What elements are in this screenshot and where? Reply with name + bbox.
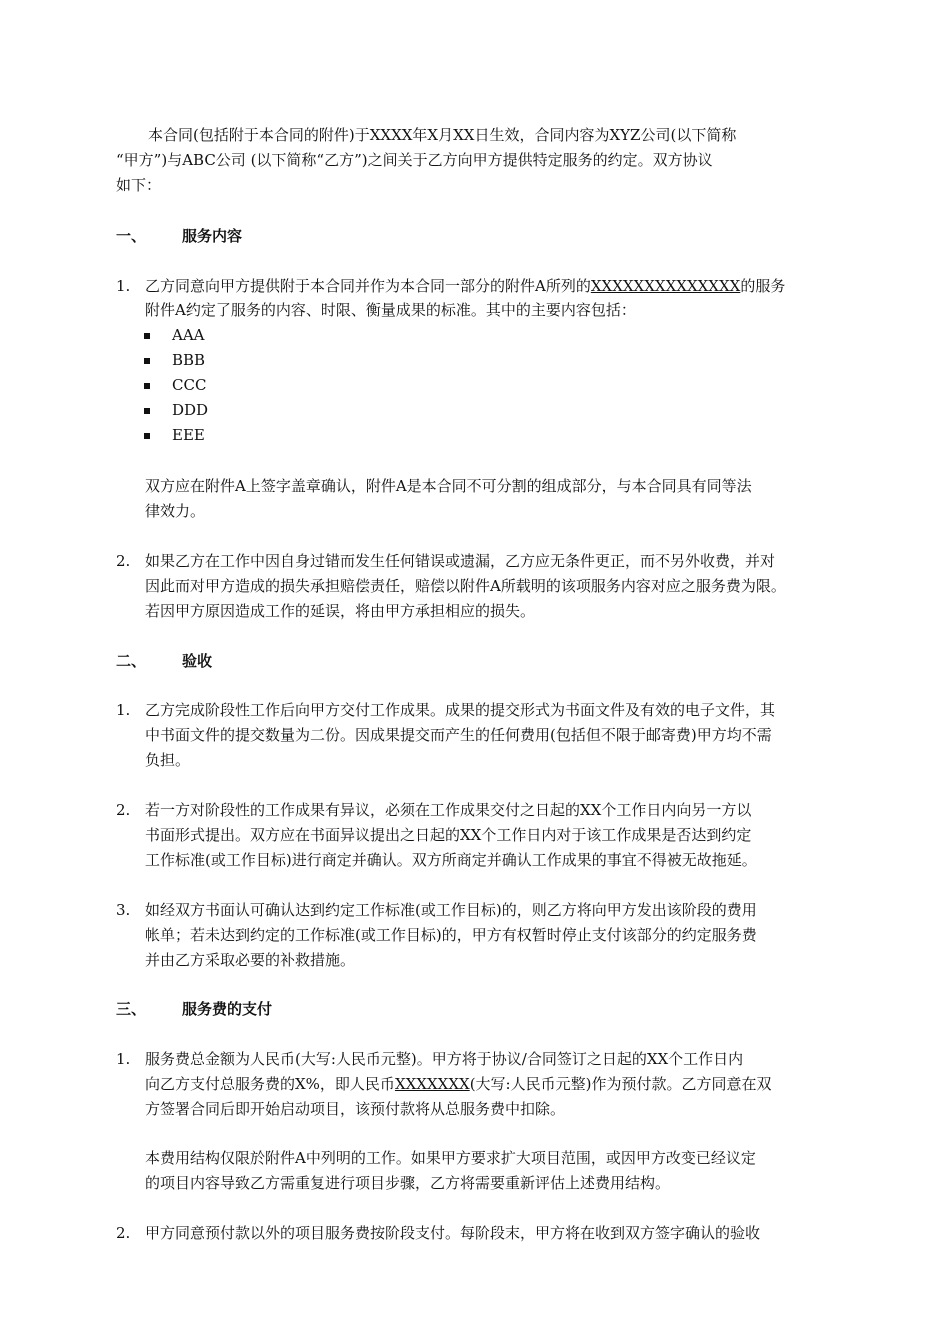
s2-item2-line-2: 书面形式提出。双方应在书面异议提出之日起的XX个工作日内对于该工作成果是否达到约定 — [145, 826, 752, 844]
square-bullet-icon — [144, 383, 150, 389]
intro-line-3: 如下： — [116, 176, 162, 194]
square-bullet-icon — [144, 333, 150, 339]
s1-item2-line-3: 若因甲方原因造成工作的延误，将由甲方承担相应的损失。 — [145, 602, 536, 620]
s1-item2-line-1: 如果乙方在工作中因自身过错而发生任何错误或遗漏，乙方应无条件更正，而不另外收费，并对 — [145, 552, 776, 570]
item-number: 1. — [116, 1050, 131, 1068]
s2-item2-line-3: 工作标准(或工作目标)进行商定并确认。双方所商定并确认工作成果的事宜不得被无故拖延。 — [145, 851, 757, 869]
s2-item3-line-1: 如经双方书面认可确认达到约定工作标准(或工作目标)的，则乙方将向甲方发出该阶段的费用 — [145, 901, 757, 919]
section-number: 二、 — [116, 652, 147, 670]
s2-item1-line-2: 中书面文件的提交数量为二份。因成果提交而产生的任何费用(包括但不限于邮寄费)甲方均不需 — [145, 726, 772, 744]
bullet-text: DDD — [172, 401, 209, 419]
s1-item2-line-2: 因此而对甲方造成的损失承担赔偿责任，赔偿以附件A所载明的该项服务内容对应之服务费为限。 — [145, 577, 786, 595]
s3-item1-text: 向乙方支付总服务费的X%，即人民币 — [145, 1075, 395, 1093]
s2-item1-line-1: 乙方完成阶段性工作后向甲方交付工作成果。成果的提交形式为书面文件及有效的电子文件，其 — [145, 701, 776, 719]
s3-item1-line-2 — [145, 1072, 771, 1097]
item-number: 3. — [116, 901, 131, 919]
bullet-text: EEE — [172, 426, 205, 444]
section-title: 服务费的支付 — [182, 1000, 273, 1018]
s1-item1-line-1 — [145, 274, 785, 299]
section-title: 验收 — [182, 652, 213, 670]
s2-item3-line-3: 并由乙方采取必要的补救措施。 — [145, 951, 356, 969]
s3-item1-para-line-1: 本费用结构仅限於附件A中列明的工作。如果甲方要求扩大项目范围，或因甲方改变已经议定 — [145, 1149, 756, 1167]
s1-item1-para-line-1: 双方应在附件A上签字盖章确认，附件A是本合同不可分割的组成部分，与本合同具有同等法 — [145, 477, 752, 495]
item-number: 1. — [116, 701, 131, 719]
s3-item1-line-1: 服务费总金额为人民币(大写:人民币元整)。甲方将于协议/合同签订之日起的XX个工作日内 — [145, 1050, 744, 1068]
section-number: 三、 — [116, 1000, 147, 1018]
s3-item1-para-line-2: 的项目内容导致乙方需重复进行项目步骤，乙方将需要重新评估上述费用结构。 — [145, 1174, 671, 1192]
s3-item1-text-end: (大写:人民币元整)作为预付款。乙方同意在双 — [469, 1075, 772, 1093]
section-title: 服务内容 — [182, 227, 243, 245]
s1-item1-placeholder: XXXXXXXXXXXXXX — [590, 277, 741, 295]
s2-item3-line-2: 帐单；若未达到约定的工作标准(或工作目标)的，甲方有权暂时停止支付该部分的约定服务费 — [145, 926, 757, 944]
intro-line-1: 本合同(包括附于本合同的附件)于XXXX年X月XX日生效，合同内容为XYZ公司(以下简称 — [148, 126, 737, 144]
s2-item2-line-1: 若一方对阶段性的工作成果有异议，必须在工作成果交付之日起的XX个工作日内向另一方以 — [145, 801, 752, 819]
square-bullet-icon — [144, 358, 150, 364]
section-number: 一、 — [116, 227, 147, 245]
s1-item1-text: 乙方同意向甲方提供附于本合同并作为本合同一部分的附件A所列的 — [145, 277, 591, 295]
s2-item1-line-3: 负担。 — [145, 751, 191, 769]
s1-item1-line-2: 附件A约定了服务的内容、时限、衡量成果的标准。其中的主要内容包括： — [145, 301, 636, 319]
item-number: 2. — [116, 552, 131, 570]
item-number: 2. — [116, 1224, 131, 1242]
square-bullet-icon — [144, 408, 150, 414]
bullet-text: CCC — [172, 376, 207, 394]
s1-item1-para-line-2: 律效力。 — [145, 502, 206, 520]
square-bullet-icon — [144, 433, 150, 439]
item-number: 1. — [116, 277, 131, 295]
s3-item1-amount-placeholder: XXXXXXX — [394, 1075, 470, 1093]
item-number: 2. — [116, 801, 131, 819]
s3-item1-line-3: 方签署合同后即开始启动项目，该预付款将从总服务费中扣除。 — [145, 1100, 566, 1118]
bullet-text: AAA — [172, 326, 205, 344]
bullet-text: BBB — [172, 351, 206, 369]
s1-item1-text-end: 的服务 — [740, 277, 786, 295]
s3-item2-line-1: 甲方同意预付款以外的项目服务费按阶段支付。每阶段末，甲方将在收到双方签字确认的验收 — [145, 1224, 761, 1242]
intro-line-2: “甲方”)与ABC公司 (以下简称“乙方”)之间关于乙方向甲方提供特定服务的约定。双方协议 — [116, 151, 713, 169]
